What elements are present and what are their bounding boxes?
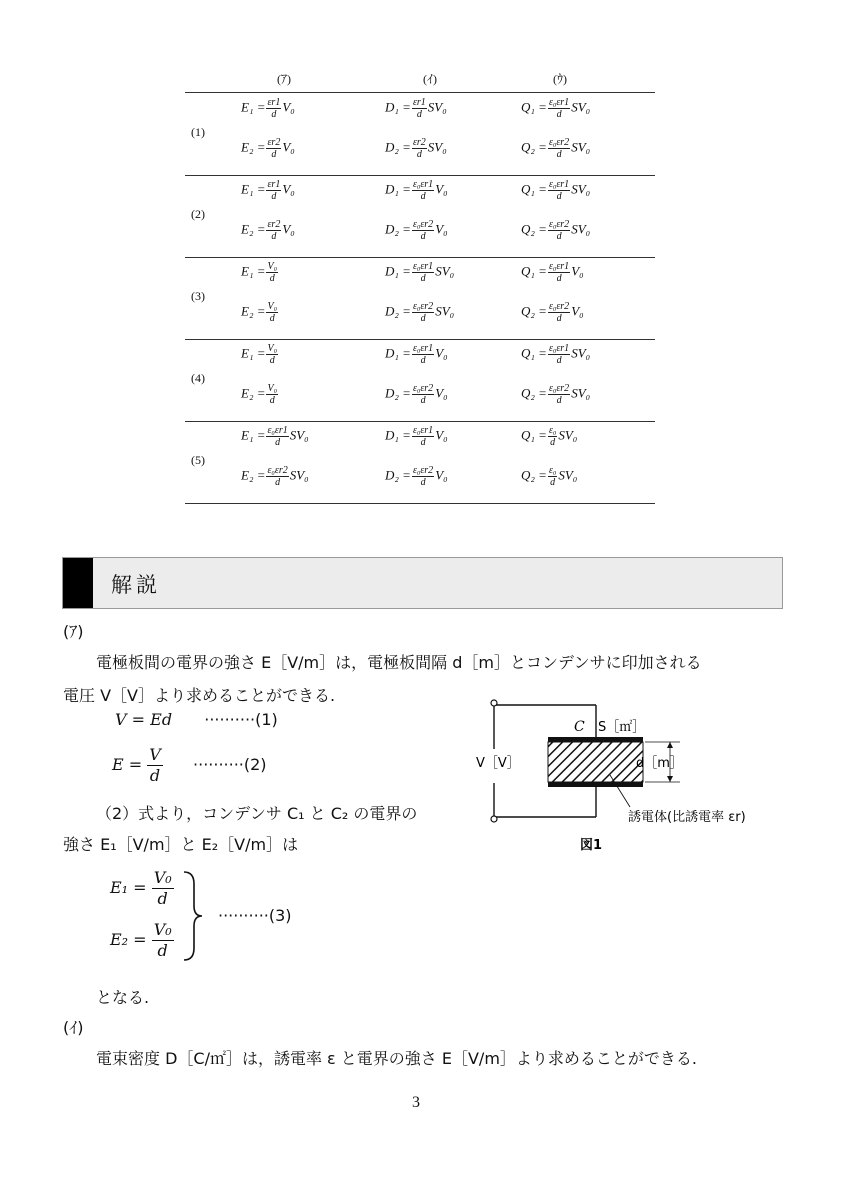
formula-lhs: D₁ = bbox=[385, 99, 411, 115]
section-header bbox=[62, 557, 783, 609]
formula-rhs: SV₀ bbox=[571, 99, 591, 115]
fraction-denominator: d bbox=[416, 109, 422, 120]
equation-3b-denominator: d bbox=[157, 941, 168, 960]
section-title: 解説 bbox=[111, 573, 161, 597]
formula-lhs: D₂ = bbox=[385, 303, 411, 319]
formula-c1 bbox=[521, 97, 590, 120]
formula-a1 bbox=[241, 425, 309, 448]
formula-lhs: D₁ = bbox=[385, 181, 411, 197]
formula-lhs: Q₂ = bbox=[521, 385, 547, 401]
fraction-denominator: d bbox=[269, 313, 275, 324]
fraction-numerator: V₀ bbox=[267, 383, 278, 394]
fraction-denominator: d bbox=[271, 109, 277, 120]
formula-lhs: E₁ = bbox=[241, 99, 266, 115]
formula-fraction bbox=[266, 97, 281, 120]
formula-rhs: V₀ bbox=[435, 345, 448, 361]
equation-3a-numerator: V₀ bbox=[153, 868, 172, 887]
fraction-denominator: d bbox=[420, 231, 426, 242]
formula-b1 bbox=[385, 97, 447, 120]
label-a: (ｱ) bbox=[63, 622, 84, 641]
formula-fraction bbox=[412, 465, 434, 488]
formula-lhs: D₁ = bbox=[385, 263, 411, 279]
formula-a1 bbox=[241, 261, 279, 284]
bottom-plate bbox=[548, 782, 643, 787]
equation-3b bbox=[110, 920, 174, 961]
formula-a2 bbox=[241, 219, 295, 242]
formula-b2 bbox=[385, 137, 447, 160]
equation-2-numerator: V bbox=[149, 745, 161, 764]
fraction-denominator: d bbox=[420, 477, 426, 488]
fraction-numerator: ε₀εr1 bbox=[548, 179, 570, 190]
formula-c1 bbox=[521, 425, 577, 448]
fraction-denominator: d bbox=[269, 273, 275, 284]
terminal-top-icon bbox=[491, 700, 497, 706]
fraction-denominator: d bbox=[271, 149, 277, 160]
formula-rhs: V₀ bbox=[571, 263, 584, 279]
row-label: (2) bbox=[191, 207, 205, 221]
formula-rhs: SV₀ bbox=[558, 427, 578, 443]
fraction-numerator: ε₀ bbox=[548, 465, 557, 476]
paragraph-1-line-1: 電極板間の電界の強さ E［V/m］は，電極板間隔 d［m］とコンデンサに印加される bbox=[96, 653, 702, 672]
formula-lhs: E₂ = bbox=[241, 221, 266, 237]
formula-a2 bbox=[241, 137, 295, 160]
formula-rhs: SV₀ bbox=[571, 385, 591, 401]
fraction-denominator: d bbox=[556, 191, 562, 202]
equation-2-tag: ··········(2) bbox=[193, 755, 267, 774]
formula-fraction bbox=[412, 219, 434, 242]
formula-b2 bbox=[385, 219, 448, 242]
formula-a1 bbox=[241, 343, 279, 366]
row-label: (1) bbox=[191, 125, 205, 139]
formula-lhs: Q₁ = bbox=[521, 427, 547, 443]
top-plate bbox=[548, 737, 643, 742]
paragraph-4: 電束密度 D［C/㎡］は，誘電率 ε と電界の強さ E［V/m］より求めることができる. bbox=[96, 1049, 697, 1068]
equation-3a bbox=[110, 868, 174, 909]
fraction-numerator: ε₀εr1 bbox=[548, 97, 570, 108]
formula-lhs: Q₁ = bbox=[521, 181, 547, 197]
formula-fraction bbox=[548, 219, 570, 242]
fraction-denominator: d bbox=[556, 313, 562, 324]
formula-a2 bbox=[241, 383, 279, 406]
formula-a2 bbox=[241, 301, 279, 324]
formula-fraction bbox=[266, 465, 288, 488]
formula-rhs: SV₀ bbox=[558, 467, 578, 483]
fraction-numerator: ε₀εr1 bbox=[412, 179, 434, 190]
formula-fraction bbox=[266, 261, 278, 284]
row-label: (5) bbox=[191, 453, 205, 467]
formula-rhs: V₀ bbox=[282, 139, 295, 155]
fraction-numerator: ε₀εr2 bbox=[548, 301, 570, 312]
formula-rhs: SV₀ bbox=[427, 99, 447, 115]
fraction-numerator: ε₀εr2 bbox=[548, 219, 570, 230]
figure-1-capacitor-diagram bbox=[470, 695, 790, 865]
equation-3b-lhs: E₂ = bbox=[110, 930, 147, 949]
fraction-numerator: ε₀εr2 bbox=[267, 465, 288, 476]
formula-lhs: Q₂ = bbox=[521, 139, 547, 155]
fraction-denominator: d bbox=[269, 395, 275, 406]
formula-lhs: E₁ = bbox=[241, 181, 266, 197]
fraction-numerator: ε₀ bbox=[548, 425, 557, 436]
fraction-numerator: ε₀εr2 bbox=[548, 137, 570, 148]
formula-b2 bbox=[385, 383, 448, 406]
paragraph-1-line-2: 電圧 V［V］より求めることができる. bbox=[63, 686, 336, 705]
formula-rhs: SV₀ bbox=[435, 263, 455, 279]
formula-a1 bbox=[241, 97, 295, 120]
formula-fraction bbox=[548, 301, 570, 324]
fraction-numerator: ε₀εr1 bbox=[548, 261, 570, 272]
formula-fraction bbox=[548, 465, 557, 488]
equation-3b-numerator: V₀ bbox=[153, 920, 172, 939]
formula-c1 bbox=[521, 179, 590, 202]
fraction-numerator: ε₀εr2 bbox=[412, 301, 434, 312]
label-i: (ｲ) bbox=[63, 1018, 84, 1037]
formula-c2 bbox=[521, 301, 584, 324]
fraction-denominator: d bbox=[271, 191, 277, 202]
formula-lhs: D₁ = bbox=[385, 345, 411, 361]
fraction-numerator: εr1 bbox=[412, 97, 426, 108]
equation-3a-lhs: E₁ = bbox=[110, 878, 147, 897]
formula-c1 bbox=[521, 261, 584, 284]
section-header-bar bbox=[63, 558, 93, 608]
formula-fraction bbox=[412, 137, 427, 160]
fraction-denominator: d bbox=[550, 437, 556, 448]
formula-b1 bbox=[385, 261, 454, 284]
fraction-denominator: d bbox=[556, 109, 562, 120]
formula-rhs: V₀ bbox=[435, 181, 448, 197]
label-dielectric: 誘電体(比誘電率 εr) bbox=[628, 810, 746, 825]
fraction-numerator: ε₀εr2 bbox=[548, 383, 570, 394]
formula-b1 bbox=[385, 343, 448, 366]
table-row-group bbox=[185, 93, 655, 176]
equation-1-body: V = Ed bbox=[115, 710, 173, 729]
label-C: C bbox=[574, 719, 585, 735]
formula-rhs: V₀ bbox=[435, 427, 448, 443]
fraction-numerator: εr2 bbox=[412, 137, 426, 148]
terminal-bottom-icon bbox=[491, 816, 497, 822]
formula-rhs: V₀ bbox=[282, 181, 295, 197]
formula-rhs: V₀ bbox=[435, 467, 448, 483]
paragraph-2-line-2: 強さ E₁［V/m］と E₂［V/m］は bbox=[63, 835, 299, 854]
label-V: V［V］ bbox=[476, 756, 520, 771]
dielectric-block bbox=[548, 742, 643, 782]
fraction-denominator: d bbox=[556, 149, 562, 160]
formula-c2 bbox=[521, 219, 590, 242]
formula-lhs: Q₁ = bbox=[521, 99, 547, 115]
formula-lhs: Q₁ = bbox=[521, 345, 547, 361]
paragraph-2-line-1: （2）式より，コンデンサ C₁ と C₂ の電界の bbox=[96, 804, 418, 823]
fraction-denominator: d bbox=[556, 355, 562, 366]
fraction-numerator: εr2 bbox=[267, 137, 281, 148]
table-row-group bbox=[185, 175, 655, 258]
formula-fraction bbox=[266, 343, 278, 366]
formula-fraction bbox=[548, 179, 570, 202]
equation-3b-fraction bbox=[152, 920, 174, 961]
formula-b2 bbox=[385, 465, 448, 488]
fraction-numerator: εr1 bbox=[267, 97, 281, 108]
table-row-group bbox=[185, 339, 655, 422]
formula-rhs: V₀ bbox=[435, 385, 448, 401]
formula-fraction bbox=[266, 301, 278, 324]
formula-lhs: D₂ = bbox=[385, 385, 411, 401]
formula-lhs: E₂ = bbox=[241, 139, 266, 155]
formula-fraction bbox=[266, 137, 281, 160]
header-a: (ｱ) bbox=[277, 72, 291, 86]
formula-rhs: V₀ bbox=[571, 303, 584, 319]
formula-rhs: SV₀ bbox=[571, 221, 591, 237]
formula-fraction bbox=[266, 425, 288, 448]
formula-lhs: E₂ = bbox=[241, 303, 266, 319]
formula-c2 bbox=[521, 137, 590, 160]
equation-2-lhs: E = bbox=[112, 755, 143, 774]
formula-rhs: SV₀ bbox=[571, 345, 591, 361]
formula-rhs: SV₀ bbox=[571, 181, 591, 197]
formula-fraction bbox=[412, 179, 434, 202]
formula-lhs: Q₁ = bbox=[521, 263, 547, 279]
fraction-denominator: d bbox=[271, 231, 277, 242]
formula-rhs: SV₀ bbox=[427, 139, 447, 155]
fraction-denominator: d bbox=[416, 149, 422, 160]
figure-caption: 図1 bbox=[580, 838, 603, 853]
fraction-denominator: d bbox=[420, 355, 426, 366]
formula-c1 bbox=[521, 343, 590, 366]
formula-b1 bbox=[385, 179, 448, 202]
formula-b2 bbox=[385, 301, 454, 324]
formula-lhs: D₂ = bbox=[385, 467, 411, 483]
formula-b1 bbox=[385, 425, 448, 448]
formula-rhs: SV₀ bbox=[571, 139, 591, 155]
fraction-numerator: εr2 bbox=[267, 219, 281, 230]
fraction-numerator: ε₀εr2 bbox=[412, 383, 434, 394]
fraction-denominator: d bbox=[275, 477, 281, 488]
equation-3a-denominator: d bbox=[157, 889, 168, 908]
formula-fraction bbox=[412, 383, 434, 406]
formula-fraction bbox=[548, 383, 570, 406]
row-label: (4) bbox=[191, 371, 205, 385]
formula-lhs: E₁ = bbox=[241, 427, 266, 443]
formula-c2 bbox=[521, 383, 590, 406]
formula-lhs: D₁ = bbox=[385, 427, 411, 443]
formula-lhs: Q₂ = bbox=[521, 303, 547, 319]
formula-lhs: E₁ = bbox=[241, 345, 266, 361]
fraction-numerator: ε₀εr1 bbox=[412, 261, 434, 272]
formula-fraction bbox=[548, 425, 557, 448]
equation-2-denominator: d bbox=[149, 766, 161, 785]
table-row-group bbox=[185, 257, 655, 340]
formula-fraction bbox=[548, 343, 570, 366]
fraction-denominator: d bbox=[556, 231, 562, 242]
fraction-numerator: ε₀εr2 bbox=[412, 219, 434, 230]
header-u: (ｳ) bbox=[553, 72, 567, 86]
formula-rhs: SV₀ bbox=[435, 303, 455, 319]
header-i: (ｲ) bbox=[423, 72, 437, 86]
row-label: (3) bbox=[191, 289, 205, 303]
table-row-group bbox=[185, 421, 655, 504]
fraction-denominator: d bbox=[420, 313, 426, 324]
formula-a2 bbox=[241, 465, 309, 488]
formula-lhs: D₂ = bbox=[385, 139, 411, 155]
formula-lhs: Q₂ = bbox=[521, 221, 547, 237]
formula-fraction bbox=[266, 219, 281, 242]
fraction-numerator: V₀ bbox=[267, 343, 278, 354]
formula-fraction bbox=[412, 261, 434, 284]
fraction-denominator: d bbox=[420, 191, 426, 202]
formula-fraction bbox=[412, 301, 434, 324]
paragraph-3: となる. bbox=[96, 988, 150, 1007]
fraction-numerator: V₀ bbox=[267, 301, 278, 312]
page-number: 3 bbox=[412, 1094, 420, 1111]
formula-rhs: V₀ bbox=[282, 99, 295, 115]
fraction-numerator: ε₀εr1 bbox=[267, 425, 288, 436]
answer-choices-table bbox=[185, 66, 655, 488]
label-S: S［㎡］ bbox=[598, 720, 646, 735]
formula-lhs: E₂ = bbox=[241, 385, 266, 401]
formula-lhs: E₂ = bbox=[241, 467, 266, 483]
fraction-denominator: d bbox=[275, 437, 281, 448]
table-header bbox=[185, 66, 655, 92]
equation-1-tag: ··········(1) bbox=[204, 710, 278, 729]
fraction-numerator: ε₀εr1 bbox=[412, 343, 434, 354]
equation-2-fraction bbox=[147, 745, 163, 786]
formula-lhs: D₂ = bbox=[385, 221, 411, 237]
formula-rhs: SV₀ bbox=[289, 427, 309, 443]
fraction-denominator: d bbox=[420, 395, 426, 406]
fraction-denominator: d bbox=[269, 355, 275, 366]
fraction-numerator: εr1 bbox=[267, 179, 281, 190]
formula-a1 bbox=[241, 179, 295, 202]
fraction-numerator: ε₀εr1 bbox=[548, 343, 570, 354]
formula-c2 bbox=[521, 465, 577, 488]
formula-fraction bbox=[548, 137, 570, 160]
fraction-denominator: d bbox=[420, 273, 426, 284]
formula-rhs: SV₀ bbox=[289, 467, 309, 483]
fraction-numerator: ε₀εr1 bbox=[412, 425, 434, 436]
fraction-numerator: ε₀εr2 bbox=[412, 465, 434, 476]
right-brace bbox=[180, 868, 206, 964]
fraction-numerator: V₀ bbox=[267, 261, 278, 272]
formula-fraction bbox=[412, 425, 434, 448]
fraction-denominator: d bbox=[420, 437, 426, 448]
formula-fraction bbox=[548, 261, 570, 284]
formula-lhs: E₁ = bbox=[241, 263, 266, 279]
fraction-denominator: d bbox=[556, 395, 562, 406]
equation-2 bbox=[112, 745, 267, 786]
formula-fraction bbox=[266, 383, 278, 406]
formula-rhs: V₀ bbox=[435, 221, 448, 237]
equation-3-tag: ··········(3) bbox=[218, 906, 292, 925]
formula-fraction bbox=[412, 97, 427, 120]
fraction-denominator: d bbox=[550, 477, 556, 488]
formula-fraction bbox=[548, 97, 570, 120]
formula-fraction bbox=[412, 343, 434, 366]
formula-fraction bbox=[266, 179, 281, 202]
formula-lhs: Q₂ = bbox=[521, 467, 547, 483]
formula-rhs: V₀ bbox=[282, 221, 295, 237]
label-d: d［m］ bbox=[636, 756, 683, 771]
equation-1 bbox=[115, 710, 278, 729]
fraction-denominator: d bbox=[556, 273, 562, 284]
equation-3a-fraction bbox=[152, 868, 174, 909]
